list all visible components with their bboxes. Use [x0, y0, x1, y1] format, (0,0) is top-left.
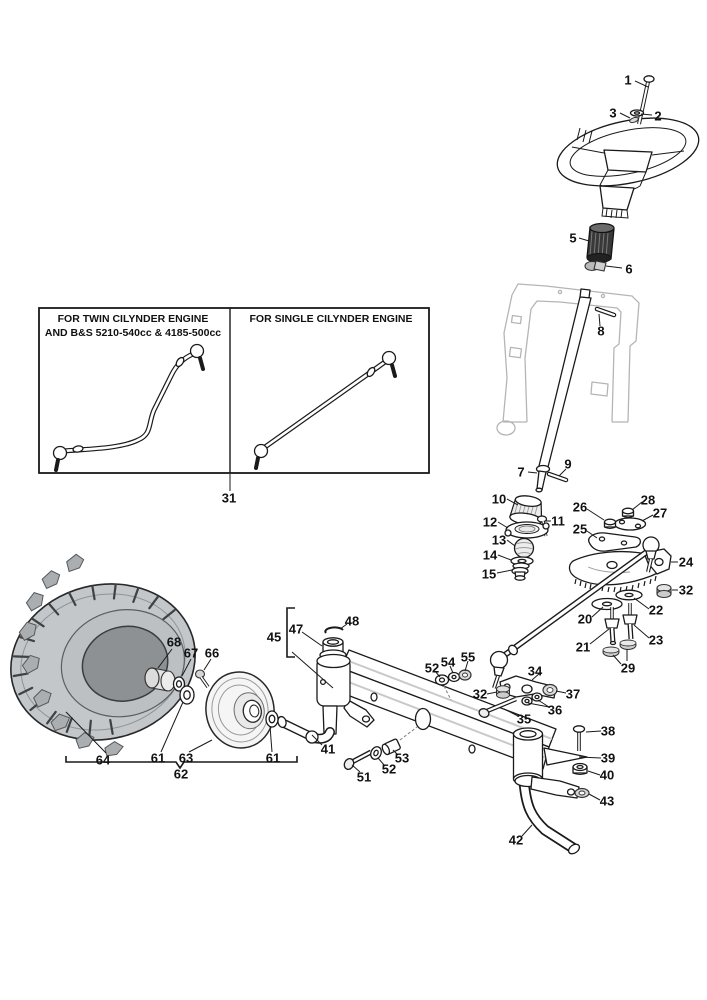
part-label-68: 68 [166, 634, 182, 650]
part-label-63: 63 [178, 750, 194, 766]
part-label-61: 61 [150, 750, 166, 766]
plate-27 [615, 518, 646, 530]
part-label-24: 24 [678, 554, 694, 570]
part-label-64: 64 [95, 752, 111, 768]
washer-52-lower [369, 745, 384, 761]
inset-left-title-line2: AND B&S 5210-540cc & 4185-500cc [44, 327, 222, 339]
part-label-3: 3 [609, 105, 617, 121]
part-label-41: 41 [320, 741, 336, 757]
washer-20 [592, 599, 622, 610]
part-label-39: 39 [600, 750, 616, 766]
bolt-1 [639, 76, 654, 124]
part-label-61: 61 [265, 750, 281, 766]
part-label-6: 6 [625, 261, 633, 277]
part-label-52: 52 [381, 761, 397, 777]
part-label-47: 47 [288, 621, 304, 637]
part-label-45: 45 [266, 629, 282, 645]
spacer-55 [459, 670, 471, 680]
part-label-12: 12 [482, 514, 498, 530]
washer-2 [631, 110, 644, 116]
part-label-40: 40 [599, 767, 615, 783]
part-label-7: 7 [517, 464, 525, 480]
part-label-62: 62 [173, 766, 189, 782]
part-label-29: 29 [620, 660, 636, 676]
part-label-66: 66 [204, 645, 220, 661]
ball-joint [255, 445, 268, 458]
hubcap-68 [145, 668, 175, 691]
part-label-67: 67 [183, 645, 199, 661]
part-label-9: 9 [564, 456, 572, 472]
ball-joint [191, 345, 204, 358]
ball-joint [383, 352, 396, 365]
part-label-35: 35 [516, 711, 532, 727]
part-label-36: 36 [547, 702, 563, 718]
washer-54 [449, 673, 460, 682]
ball-joint [54, 447, 67, 460]
bolt-38 [574, 726, 585, 751]
nut-26 [605, 519, 616, 528]
part-label-21: 21 [575, 639, 591, 655]
part-label-55: 55 [460, 649, 476, 665]
coupler-5 [587, 224, 614, 263]
part-label-23: 23 [648, 632, 664, 648]
inset-left-title-line1: FOR TWIN CILYNDER ENGINE [57, 313, 209, 325]
part-label-48: 48 [344, 613, 360, 629]
part-label-53: 53 [394, 750, 410, 766]
nut-15 [512, 568, 528, 581]
part-label-51: 51 [356, 769, 372, 785]
part-label-13: 13 [491, 532, 507, 548]
washer-43 [575, 789, 589, 798]
part-label-5: 5 [569, 230, 577, 246]
part-label-32: 32 [472, 686, 488, 702]
part-label-8: 8 [597, 323, 605, 339]
wheel-hub-column [600, 186, 634, 210]
bushing-32-lower [497, 686, 510, 698]
part-label-43: 43 [599, 793, 615, 809]
bushing-61-left [180, 686, 194, 704]
spindle-41 [277, 706, 337, 743]
part-label-2: 2 [654, 108, 662, 124]
nut-32 [657, 585, 671, 598]
inset-right-title: FOR SINGLE CILYNDER ENGINE [249, 313, 413, 325]
part-label-52: 52 [424, 660, 440, 676]
ball-13 [515, 539, 534, 558]
bushing-61-right [266, 711, 278, 727]
part-label-34: 34 [527, 663, 543, 679]
caps-29 [603, 640, 636, 657]
part-label-27: 27 [652, 505, 668, 521]
plate-25 [589, 533, 641, 551]
clamp-6 [585, 261, 606, 271]
front-wheel [0, 532, 282, 775]
spindle-arm-42 [531, 777, 579, 798]
bolt-23 [623, 603, 637, 639]
roll-pin-9 [549, 474, 566, 480]
roll-pin-8 [597, 309, 614, 315]
washer-22 [616, 590, 642, 600]
part-label-20: 20 [577, 611, 593, 627]
part-label-31: 31 [221, 490, 237, 506]
part-label-22: 22 [648, 602, 664, 618]
right-spindle-42 [515, 776, 581, 856]
steering-wheel [551, 107, 705, 218]
part-label-28: 28 [640, 492, 656, 508]
part-label-32: 32 [678, 582, 694, 598]
upper-plates [589, 508, 646, 551]
nut-40 [573, 764, 587, 775]
washer-52-upper [436, 675, 449, 685]
inset-box [39, 308, 429, 473]
part-label-10: 10 [491, 491, 507, 507]
part-label-25: 25 [572, 521, 588, 537]
part-label-15: 15 [481, 566, 497, 582]
rim-63 [201, 668, 279, 753]
part-label-54: 54 [440, 654, 456, 670]
bearing-stack [505, 494, 549, 580]
bushing-37 [543, 685, 557, 696]
part-label-14: 14 [482, 547, 498, 563]
part-label-42: 42 [508, 832, 524, 848]
plate-12 [505, 522, 549, 538]
bolt-66 [196, 670, 209, 687]
part-label-11: 11 [551, 513, 565, 529]
part-label-1: 1 [624, 72, 632, 88]
part-label-37: 37 [565, 686, 581, 702]
part-label-26: 26 [572, 499, 588, 515]
part-label-38: 38 [600, 723, 616, 739]
bolt-21 [605, 607, 619, 645]
